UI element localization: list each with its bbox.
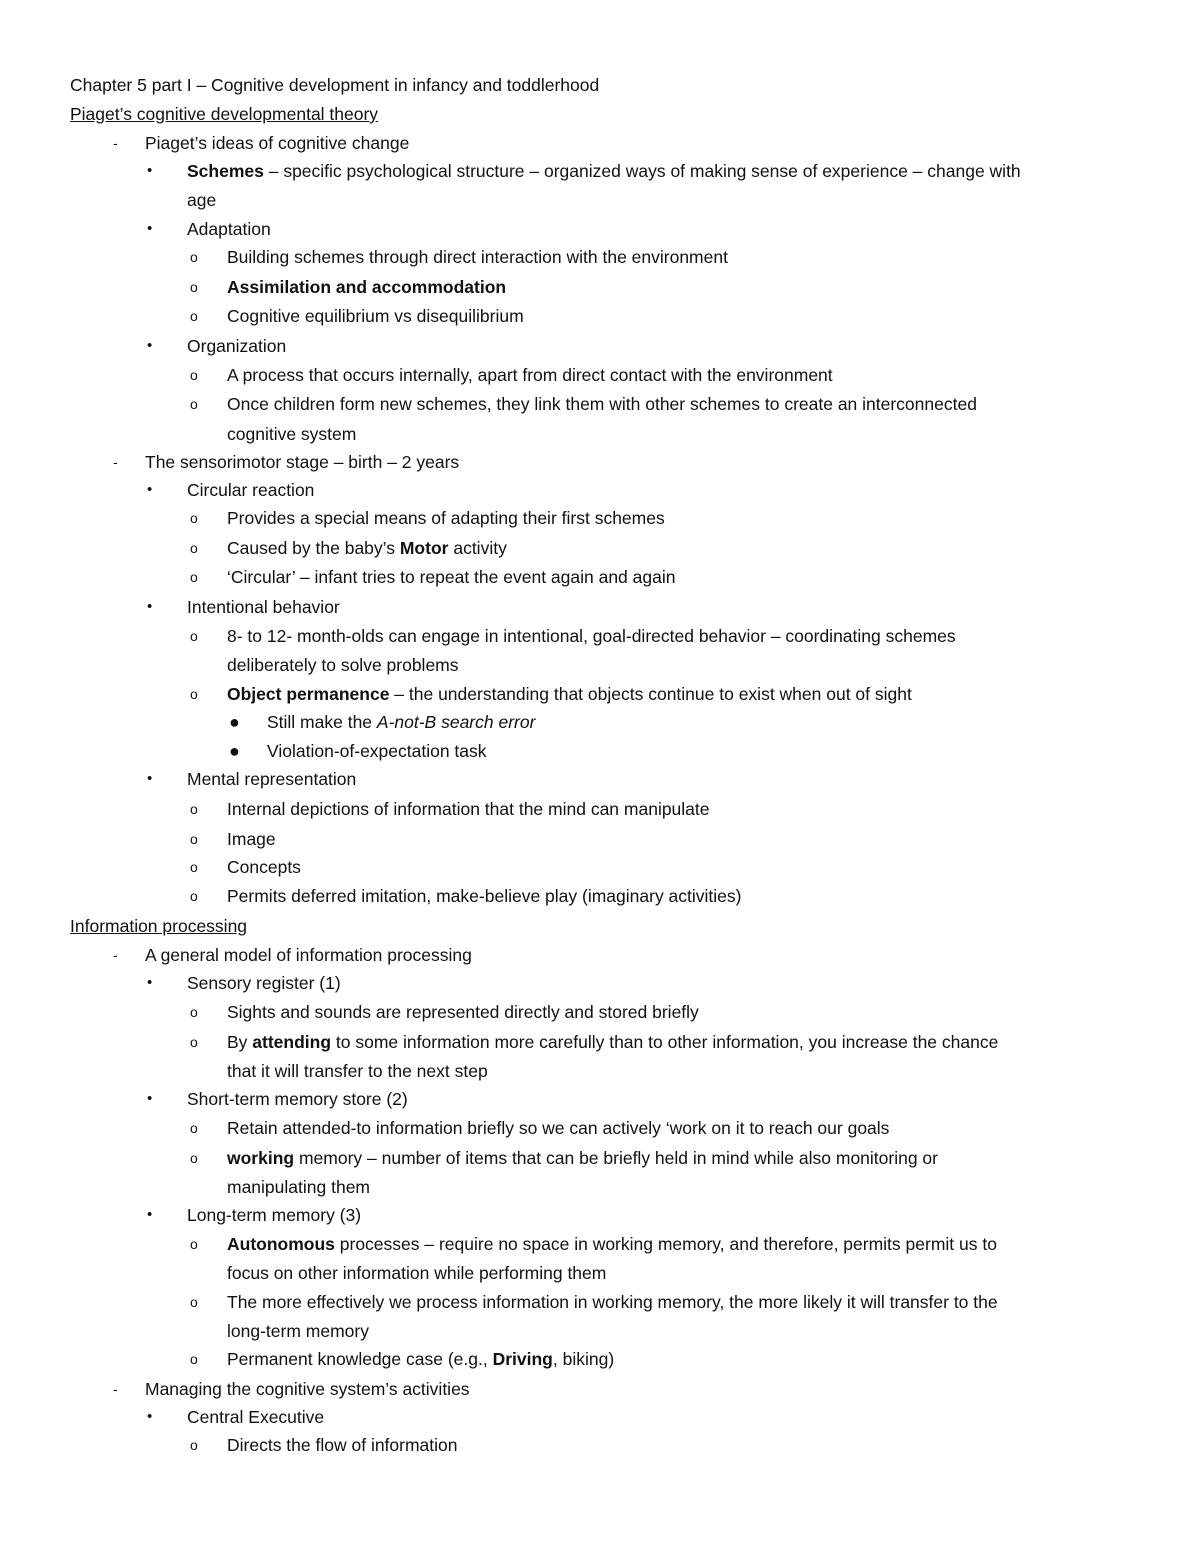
sub-marker: o [190,510,198,526]
sub-marker: o [190,396,198,412]
sub-marker: o [190,628,198,644]
bullet-marker: • [147,974,153,991]
sub-marker: o [190,686,198,702]
dot-marker: ● [229,712,240,732]
sub-marker: o [190,1294,198,1310]
list-item: Still make the A-not-B search error [267,712,536,732]
list-item [227,276,506,298]
list-item: By attending to some information more carefully than to other information, you increase the chance [227,1032,999,1052]
bullet-marker: • [147,337,153,354]
list-item: Short-term memory store (2) [187,1089,408,1109]
bullet-marker: • [147,162,153,179]
list-item: 8- to 12- month-olds can engage in intentional, goal-directed behavior – coordinating schemes [227,626,956,646]
bold-term: working [227,1148,295,1168]
list-item: Circular reaction [187,480,315,500]
bold-term: Autonomous [227,1234,335,1254]
list-item: Caused by the baby’s Motor activity [227,538,507,558]
sub-marker: o [190,1351,198,1367]
list-item-continued: age [187,190,217,210]
list-item: Permanent knowledge case (e.g., Driving, biking) [227,1349,615,1369]
dot-marker: ● [229,741,240,761]
list-item-continued: long-term memory [227,1321,369,1341]
list-item: Violation-of-expectation task [267,741,487,761]
dash-marker: - [113,135,118,151]
list-item: Concepts [227,857,301,877]
sub-marker: o [190,279,198,295]
sub-marker: o [190,859,198,875]
sub-marker: o [190,801,198,817]
heading-piaget: Piaget’s cognitive developmental theory [70,104,379,124]
sub-marker: o [190,1120,198,1136]
list-item: working memory – number of items that can be briefly held in mind while also monitoring or [227,1148,938,1168]
sub-marker: o [190,1034,198,1050]
list-item: ‘Circular’ – infant tries to repeat the event again and again [227,567,676,587]
sub-marker: o [190,249,198,265]
list-item-continued: manipulating them [227,1177,370,1197]
list-item: The sensorimotor stage – birth – 2 years [145,452,460,472]
sub-marker: o [190,367,198,383]
list-item: Building schemes through direct interaction with the environment [227,247,728,267]
sub-marker: o [190,569,198,585]
heading-information-processing: Information processing [70,916,248,936]
list-item: Managing the cognitive system’s activities [145,1379,470,1399]
sub-marker: o [190,888,198,904]
list-item-continued: deliberately to solve problems [227,655,459,675]
bold-term: Driving [492,1349,553,1369]
bold-term: Motor [399,538,449,558]
list-item: Provides a special means of adapting their first schemes [227,508,665,528]
bold-term: attending [252,1032,332,1052]
list-item: Mental representation [187,769,357,789]
sub-marker: o [190,1150,198,1166]
bullet-marker: • [147,770,153,787]
sub-marker: o [190,1437,198,1453]
dash-marker: - [113,454,118,470]
list-item-continued: focus on other information while performing them [227,1263,607,1283]
list-item: Image [227,829,276,849]
list-item: Schemes – specific psychological structure – organized ways of making sense of experience – change with [187,161,1021,181]
list-item: Permits deferred imitation, make-believe play (imaginary activities) [227,886,742,906]
list-item: Adaptation [187,219,271,239]
sub-marker: o [190,1236,198,1252]
bullet-marker: • [147,481,153,498]
list-item: Organization [187,336,287,356]
bold-term: Assimilation and accommodation [227,277,507,297]
list-item: Intentional behavior [187,597,340,617]
list-item: Sensory register (1) [187,973,341,993]
list-item: The more effectively we process information in working memory, the more likely it will transfer to the [227,1292,998,1312]
list-item: Piaget’s ideas of cognitive change [145,133,410,153]
list-item: Cognitive equilibrium vs disequilibrium [227,306,524,326]
sub-marker: o [190,540,198,556]
list-item: Sights and sounds are represented directly and stored briefly [227,1002,699,1022]
document-title: Chapter 5 part I – Cognitive development in infancy and toddlerhood [70,75,600,95]
sub-marker: o [190,1004,198,1020]
bullet-marker: • [147,1408,153,1425]
bullet-marker: • [147,598,153,615]
sub-marker: o [190,308,198,324]
sub-marker: o [190,831,198,847]
list-item-continued: cognitive system [227,424,357,444]
list-item-continued: that it will transfer to the next step [227,1061,488,1081]
dash-marker: - [113,1381,118,1397]
list-item: Internal depictions of information that the mind can manipulate [227,799,710,819]
list-item: Retain attended-to information briefly so we can actively ‘work on it to reach our goals [227,1118,890,1138]
list-item: A general model of information processing [145,945,472,965]
list-item: Object permanence – the understanding that objects continue to exist when out of sight [227,684,912,704]
list-item: Directs the flow of information [227,1435,458,1455]
bullet-marker: • [147,1090,153,1107]
list-item: Once children form new schemes, they link them with other schemes to create an interconnected [227,394,977,414]
bullet-marker: • [147,1206,153,1223]
dash-marker: - [113,947,118,963]
bullet-marker: • [147,220,153,237]
list-item: Central Executive [187,1407,325,1427]
bold-term: Schemes [187,161,264,181]
list-item: Autonomous processes – require no space in working memory, and therefore, permits permit us to [227,1234,997,1254]
bold-term: Object permanence [227,684,390,704]
list-item: A process that occurs internally, apart from direct contact with the environment [227,365,833,385]
italic-term: A-not-B search error [376,712,536,732]
list-item: Long-term memory (3) [187,1205,362,1225]
